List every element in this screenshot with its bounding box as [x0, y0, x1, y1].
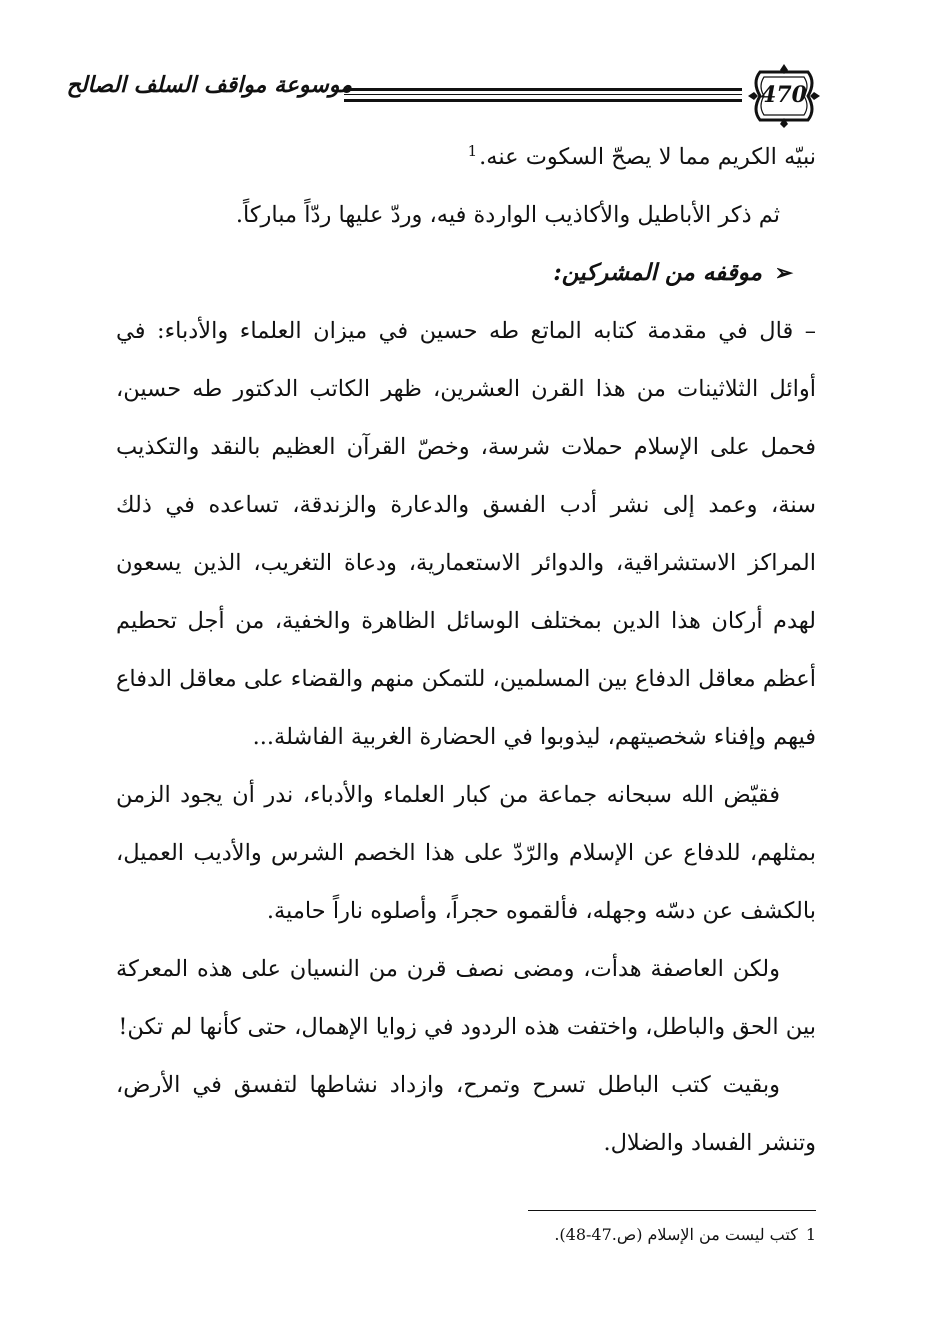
footnote-number: 1	[805, 1225, 816, 1244]
book-name: طه حسين في ميزان العلماء والأدباء	[164, 318, 520, 344]
arrow-bullet-icon: ➢	[774, 260, 794, 286]
page-number: 470	[761, 82, 807, 108]
section-heading	[116, 244, 816, 302]
section-heading-text: موقفه من المشركين:	[553, 259, 762, 286]
paragraph: ولكن العاصفة هدأت، ومضى نصف قرن من النسيان على هذه المعركة بين الحق والباطل، واختفت هذه الردود في زوايا الإهمال، حتى كأنها لم تكن!	[116, 956, 816, 1040]
paragraph-quote	[116, 302, 816, 766]
footnote-reference[interactable]: 1	[467, 141, 478, 160]
paragraph: ثم ذكر الأباطيل والأكاذيب الواردة فيه، وردّ عليها ردّاً مباركاً.	[235, 202, 780, 228]
quote-body: : في أوائل الثلاثينات من هذا القرن العشرين، ظهر الكاتب الدكتور طه حسين، فحمل على الإسلام حملات شرسة، وخصّ القرآن العظيم بالنقد والتكذيب سنة، وعمد إلى نشر أدب الفسق والدعارة والزندقة، تساعده في ذلك المراكز الاستشراقية، والدوائر الاستعمارية، ودعاة التغريب، الذين يسعون لهدم أركان هذا الدين بمختلف الوسائل الظاهرة والخفية، من أجل تحطيم أعظم معاقل الدفاع بين المسلمين، للتمكن منهم والقضاء على معاقل الدفاع فيهم وإفناء شخصيتهم، ليذوبوا في الحضارة الغربية الفاشلة...	[116, 318, 816, 750]
quote-intro: – قال في مقدمة كتابه الماتع	[519, 318, 816, 344]
footnote-separator	[528, 1210, 816, 1211]
page-body	[116, 128, 816, 1172]
paragraph-continuation	[116, 128, 816, 186]
footnote-item	[440, 1222, 816, 1248]
footnotes	[440, 1222, 816, 1248]
book-title: موسوعة مواقف السلف الصالح	[66, 72, 352, 98]
paragraph: فقيّض الله سبحانه جماعة من كبار العلماء والأدباء، ندر أن يجود الزمن بمثلهم، للدفاع عن الإسلام والرّدّ على هذا الخصم الشرس والأديب العميل، بالكشف عن دسّه وجهله، فألقموه حجراً، وأصلوه ناراً حامية.	[116, 782, 816, 924]
paragraph: وبقيت كتب الباطل تسرح وتمرح، وازداد نشاطها لتفسق في الأرض، وتنشر الفساد والضلال.	[116, 1072, 816, 1156]
header-rule	[344, 88, 742, 102]
page-number-badge	[746, 62, 822, 130]
continuation-text: نبيّه الكريم مما لا يصحّ السكوت عنه.	[479, 144, 816, 170]
footnote-text: كتب ليست من الإسلام (ص.47-48).	[554, 1225, 798, 1244]
